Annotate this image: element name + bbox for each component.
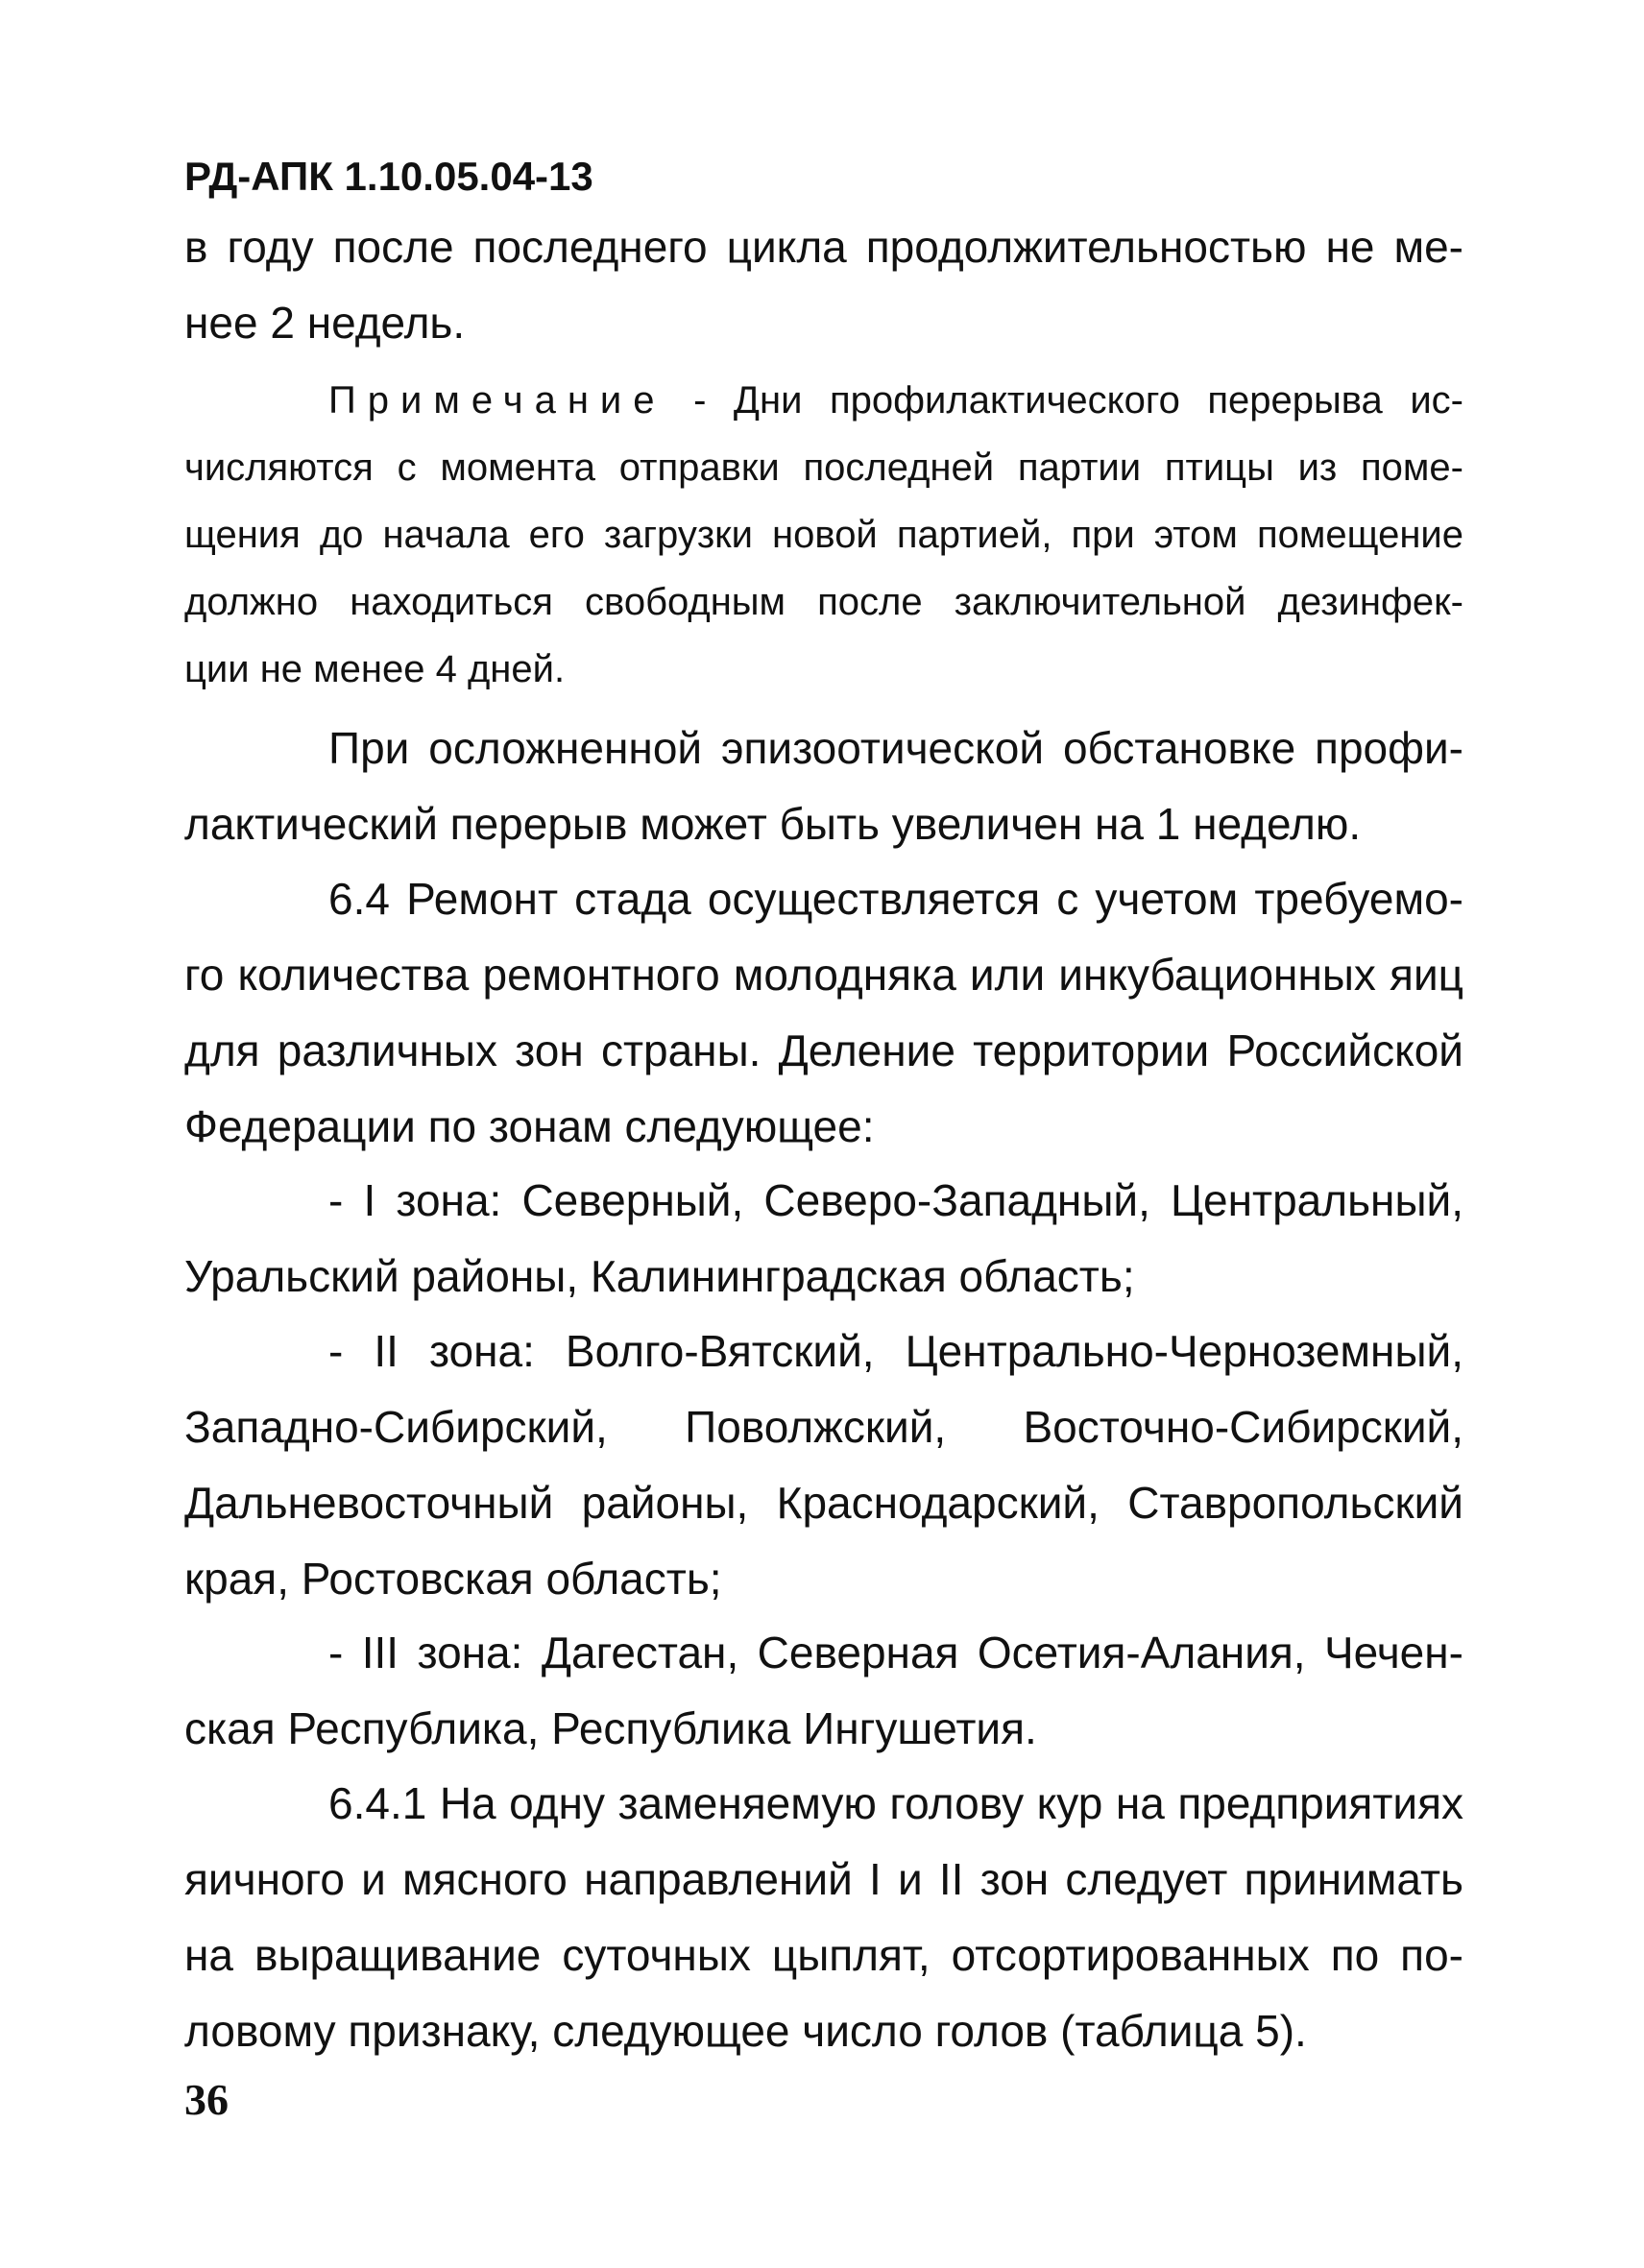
text-line: лактический перерыв может быть увеличен на 1 неделю.	[184, 799, 1362, 849]
text-line: яичного и мясного направлений I и II зон следует принимать	[184, 1854, 1463, 1904]
paragraph-6-4-1	[184, 1766, 1463, 2069]
zone-3-item	[184, 1615, 1463, 1767]
text-line: - I зона: Северный, Северо-Западный, Центральный,	[328, 1175, 1463, 1225]
note-first-line	[184, 367, 1463, 434]
text-line: - II зона: Волго-Вятский, Центрально-Черноземный,	[328, 1326, 1463, 1376]
document-code-header: РД-АПК 1.10.05.04-13	[184, 154, 593, 199]
page-number: 36	[184, 2075, 229, 2124]
paragraph-complicated	[184, 711, 1463, 862]
text-line: на выращивание суточных цыплят, отсортированных по по-	[184, 1930, 1463, 1980]
text-line: При осложненной эпизоотической обстановке профи-	[328, 723, 1463, 773]
text-line: го количества ремонтного молодняка или инкубационных яиц	[184, 950, 1463, 1000]
text-line: ловому признаку, следующее число голов (таблица 5).	[184, 2006, 1307, 2056]
note-line: щения до начала его загрузки новой партией, при этом помещение	[184, 514, 1463, 556]
note-line: числяются с момента отправки последней партии птицы из поме-	[184, 446, 1463, 489]
zone-2-item	[184, 1314, 1463, 1617]
note-first-line-text: - Дни профилактического перерыва ис-	[665, 379, 1463, 422]
text-line: Федерации по зонам следующее:	[184, 1101, 875, 1151]
text-line: Западно-Сибирский, Поволжский, Восточно-Сибирский,	[184, 1402, 1463, 1452]
text-line: для различных зон страны. Деление территории Российской	[184, 1025, 1463, 1075]
text-line: ская Республика, Республика Ингушетия.	[184, 1703, 1037, 1753]
text-line: - III зона: Дагестан, Северная Осетия-Алания, Чечен-	[328, 1628, 1463, 1677]
note-line: ции не менее 4 дней.	[184, 648, 566, 690]
paragraph-intro	[184, 209, 1463, 361]
text-line: 6.4.1 На одну заменяемую голову кур на предприятиях	[328, 1778, 1463, 1828]
text-line: Дальневосточный районы, Краснодарский, Ставропольский	[184, 1478, 1463, 1528]
note-line: должно находиться свободным после заключительной дезинфек-	[184, 581, 1463, 623]
paragraph-6-4	[184, 861, 1463, 1165]
text-line: 6.4 Ремонт стада осуществляется с учетом требуемо-	[328, 874, 1463, 924]
text-line: нее 2 недель.	[184, 298, 466, 348]
note-label: Примечание	[328, 379, 666, 422]
text-line: Уральский районы, Калининградская область;	[184, 1251, 1135, 1301]
zone-1-item	[184, 1163, 1463, 1315]
text-line: в году после последнего цикла продолжительностью не ме-	[184, 222, 1463, 272]
text-line: края, Ростовская область;	[184, 1554, 722, 1604]
note-block	[184, 367, 1463, 703]
